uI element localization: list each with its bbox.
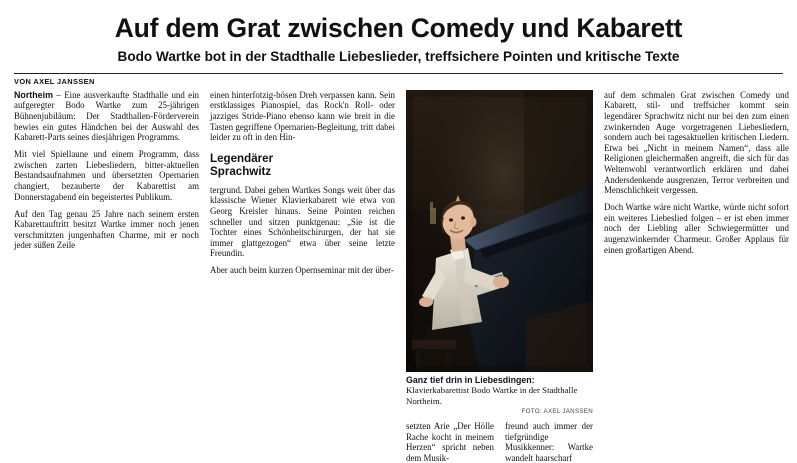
photo-caption-lead: Ganz tief drin in Liebesdingen:: [406, 374, 535, 385]
photo-caption: [406, 375, 593, 406]
paragraph: freund auch immer der tiefgründige Musikkenner: Wartke wandelt haarscharf: [505, 420, 593, 463]
photo-caption-text: Klavierkabarettist Bodo Wartke in der Stadthalle Northeim.: [406, 385, 578, 406]
paragraph: [14, 90, 199, 143]
column-3-text-split: [406, 421, 593, 463]
article-column-3-right: [505, 421, 593, 463]
section-heading-line-1: Legendärer: [210, 151, 274, 165]
paragraph: tergrund. Dabei gehen Wartkes Songs weit über das klassische Wiener Klavierkabarett wie etwa von Georg Kreisler hinaus. Seine Pointen reichen schneller und sitzen punktgenau: „Sie ist die Tochter eines Schönheitschirurgen, der hat sie immer glattgezogen“ etwa über seine letzte Freundin.: [210, 184, 395, 259]
photo-credit: FOTO: AXEL JANSSEN: [521, 407, 593, 415]
divider: [14, 73, 783, 74]
paragraph: Mit viel Spiellaune und einem Programm, dass zwischen zarten Liebesliedern, bitter-aktuellen Bestandsaufnahmen und übersetzten Opernarien changiert, bezauberte der Kabarettist am Donnerstagabend ein begeistertes Publikum.: [14, 149, 199, 202]
paragraph: auf dem schmalen Grat zwischen Comedy und Kabarett, stil- und treffsicher kommt sein legendärer Sprachwitz nicht nur bei den zum einen zwinkernden Auge vorgetragenen Liebesliedern, sondern auch bei tagesaktuellen kritischen Liedern. Etwa bei „Nicht in meinem Namen“, dass alle Religionen gleichermaßen angreift, die sich für das Weltenwohl verantwortlich erklären und dabei Andersdenkende ausgrenzen, Terror verbreiten und Menschlichkeit vergessen.: [604, 89, 789, 196]
byline: VON AXEL JANSSEN: [14, 76, 95, 86]
page-title: Auf dem Grat zwischen Comedy und Kabarett: [114, 13, 683, 43]
paragraph: Auf den Tag genau 25 Jahre nach seinem ersten Kabarettauftritt besitzt Wartke immer noch jenen verschmitzten jungenhaften Charme, mit er noch jeder süßen Zeile: [14, 208, 199, 251]
section-heading-line-2: Sprachwitz: [210, 164, 272, 178]
paragraph: Doch Wartke wäre nicht Wartke, würde nicht sofort ein weiteres Liebeslied folgen – er ist eben immer noch der Liebling aller Schwiegermütter und augenzwinkernder Charmeur. Großer Applaus für einen großartigen Abend.: [604, 202, 789, 255]
article-column-1: [14, 90, 199, 251]
bodo-wartke-at-piano-photo: [406, 90, 593, 372]
article-column-4: [604, 90, 789, 255]
photo-figure: [406, 90, 593, 415]
article-column-2: [210, 90, 395, 276]
article-column-3-left: [406, 421, 494, 463]
subheadline: Bodo Wartke bot in der Stadthalle Liebeslieder, treffsichere Pointen und kritische Texte: [117, 49, 680, 65]
paragraph-text: – Eine ausverkaufte Stadthalle und ein aufgeregter Bodo Wartke zum 25-jährigen Bühnenjubiläum: Der Stadthallen-Förderverein bewies ein gutes Händchen bei der Auswahl des Kabarett-Parts seines diesjährigen Programms.: [14, 89, 199, 143]
article-columns: [14, 89, 789, 463]
paragraph: setzten Arie „Der Hölle Rache kocht in meinem Herzen“ spricht neben dem Musik-: [406, 420, 494, 463]
article-column-3: [406, 90, 593, 463]
paragraph: Aber auch beim kurzen Opernseminar mit der über-: [210, 265, 394, 276]
section-heading: [210, 152, 395, 178]
dateline: Northeim: [14, 89, 53, 100]
paragraph: einen hinterfotzig-bösen Dreh verpassen kann. Sein erstklassiges Pianospiel, das Rock'n Roll- oder jazziges Stride-Piano ebenso kann wie breit in die Tasten gegriffene Opernarien-Begleitung, tritt dabei leider zu oft in den Hin-: [210, 89, 395, 143]
